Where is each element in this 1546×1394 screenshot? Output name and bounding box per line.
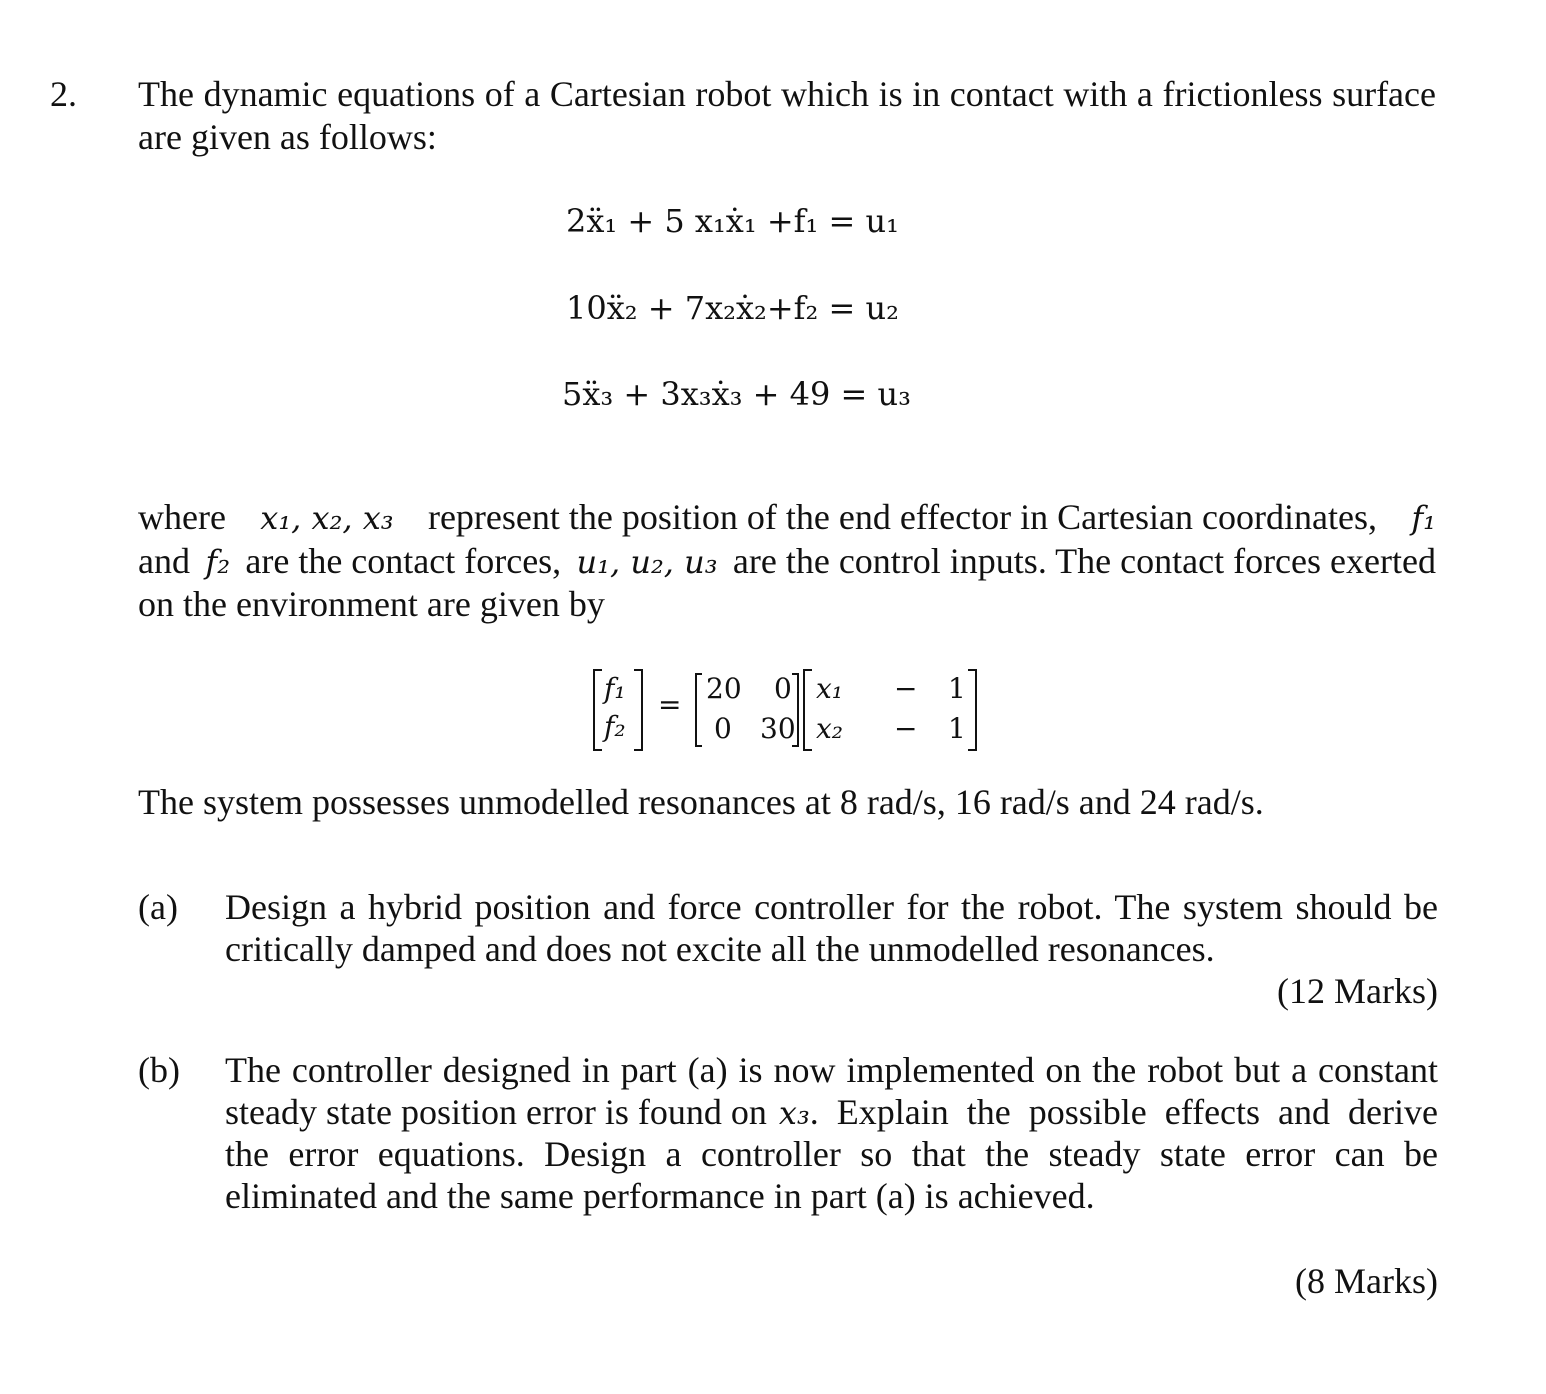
rhs-const-2: 1 — [948, 712, 966, 745]
part-a-line-1: Design a hybrid position and force controller for the robot. The system should be — [225, 887, 1438, 927]
matrix-a12: 0 — [774, 672, 792, 705]
rhs-minus-2: − — [894, 712, 918, 745]
equation-2: 10ẍ₂ + 7x₂ẋ₂+f₂ = u₂ — [566, 289, 899, 327]
where-word: where — [138, 497, 226, 537]
f1-symbol: f₁ — [1411, 499, 1436, 537]
intro-line-1: The dynamic equations of a Cartesian robot which is in contact with a frictionless surface — [138, 74, 1436, 114]
part-b-line-4: eliminated and the same performance in part (a) is achieved. — [225, 1176, 1095, 1216]
part-a-line-2: critically damped and does not excite all the unmodelled resonances. — [225, 929, 1215, 969]
part-a-marks: (12 Marks) — [1277, 971, 1438, 1011]
rhs-x2: x₂ — [816, 712, 844, 745]
part-b-line-2 — [225, 1091, 1438, 1135]
f2-symbol: f₂ — [205, 543, 231, 581]
part-a-label: (a) — [138, 887, 178, 927]
equals-sign: = — [658, 688, 682, 721]
contact-forces-text: are the contact forces, — [245, 541, 562, 581]
control-inputs-text: are the control inputs. The contact forces exerted — [732, 541, 1436, 581]
x3-symbol: x₃ — [778, 1094, 810, 1132]
equation-3: 5ẍ₃ + 3x₃ẋ₃ + 49 = u₃ — [562, 375, 911, 413]
rhs-x1: x₁ — [816, 672, 844, 705]
part-b-line-2a: steady state position error is found on — [225, 1092, 767, 1132]
resonance-text: The system possesses unmodelled resonances at 8 rad/s, 16 rad/s and 24 rad/s. — [138, 782, 1264, 822]
where-text: represent the position of the end effector in Cartesian coordinates, — [427, 497, 1377, 537]
rhs-const-1: 1 — [948, 672, 966, 705]
matrix-a11: 20 — [706, 672, 742, 705]
equation-1: 2ẍ₁ + 5 x₁ẋ₁ +f₁ = u₁ — [566, 202, 899, 240]
part-b-line-2b: . Explain the possible effects and derive — [809, 1092, 1438, 1132]
part-b-label: (b) — [138, 1050, 180, 1090]
rhs-minus-1: − — [894, 672, 918, 705]
part-b-line-1: The controller designed in part (a) is now implemented on the robot but a constant — [225, 1050, 1438, 1090]
control-input-vars: u₁, u₂, u₃ — [576, 543, 718, 581]
matrix-equation — [590, 666, 990, 756]
matrix-a22: 30 — [760, 712, 796, 745]
where-line-1 — [138, 496, 1436, 540]
and-word: and — [138, 541, 190, 581]
lhs-f1: f₁ — [604, 672, 626, 705]
where-line-2 — [138, 540, 1436, 584]
lhs-f2: f₂ — [604, 710, 626, 743]
part-b-line-3: the error equations. Design a controller so that the steady state error can be — [225, 1134, 1438, 1174]
where-line-3: on the environment are given by — [138, 584, 605, 624]
intro-line-2: are given as follows: — [138, 117, 437, 157]
question-number: 2. — [50, 74, 77, 114]
matrix-a21: 0 — [714, 712, 732, 745]
position-vars: x₁, x₂, x₃ — [260, 499, 394, 537]
part-b-marks: (8 Marks) — [1295, 1261, 1438, 1301]
